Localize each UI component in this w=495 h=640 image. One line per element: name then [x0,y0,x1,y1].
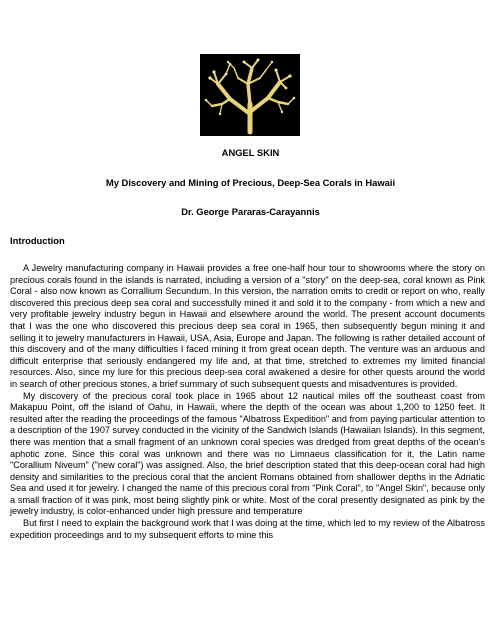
paragraph: My discovery of the precious coral took place in 1965 about 12 nautical miles off the southeast coast from Makapuu Point, off the island of Oahu, in Hawaii, where the depth of the ocean was about 1,200 to 1250 feet. It resulted after the reading the proceedings of the famous "Albatross Expedition" and from paying particular attention to a description of the 1907 survey conducted in the vicinity of the Sandwich Islands (Hawaiian Islands). In this segment, there was mention that a small fragment of an unknown coral species was dredged from great depths of the ocean's aphotic zone. Since this coral was unknown and there was no Limnaeus classification for it, the Latin name "Corallium Niveum" ("new coral") was assigned. Also, the brief description stated that this deep-ocean coral had high density and similarities to the precious coral that the ancient Romans obtained from shallower depths in the Adriatic Sea and used it for jewelry. I changed the name of this precious coral from "Pink Coral", to "Angel Skin", because only a small fraction of it was pink, most being slightly pink or white. Most of the coral presently designated as pink by the jewelry industry, is color-enhanced under high pressure and temperature [10,390,485,517]
document-title: ANGEL SKIN [221,147,280,158]
coral-branch-icon [200,54,300,136]
article-body [10,263,485,541]
section-heading: Introduction [10,235,65,246]
document-subtitle: My Discovery and Mining of Precious, Deep-Sea Corals in Hawaii [105,177,396,188]
paragraph: But first I need to explain the background work that I was doing at the time, which led to my review of the Albatross expedition proceedings and to my subsequent efforts to mine this [10,518,485,540]
author-name: Dr. George Pararas-Carayannis [181,206,320,217]
coral-image [200,54,300,136]
paragraph: A Jewelry manufacturing company in Hawaii provides a free one-half hour tour to showrooms where the story on precious corals found in the islands is narrated, including a version of a "story" on the deep-sea, coral known as Pink Coral - also now known as Corrallium Secundum. In this version, the narration omits to credit or report on who, really discovered this precious deep sea coral and successfully mined it and sold it to the company - from which a new and very profitable jewelry industry begun in Hawaii and elsewhere around the world. The present account documents that I was the one who discovered this precious deep sea coral in 1965, then subsequently begun mining it and selling it to jewelry manufacturers in Hawaii, USA, Asia, Europe and Japan. The following is rather detailed account of this discovery and of the many difficulties I faced mining it from great ocean depth. The venture was an arduous and difficult enterprise that seriously endangered my life and, at that time, stretched to extremes my limited financial resources. Also, since my lure for this precious deep-sea coral awakened a desire for other quests around the world in search of other precious stones, a brief summary of such subsequent quests and misadventures is provided. [10,263,485,389]
